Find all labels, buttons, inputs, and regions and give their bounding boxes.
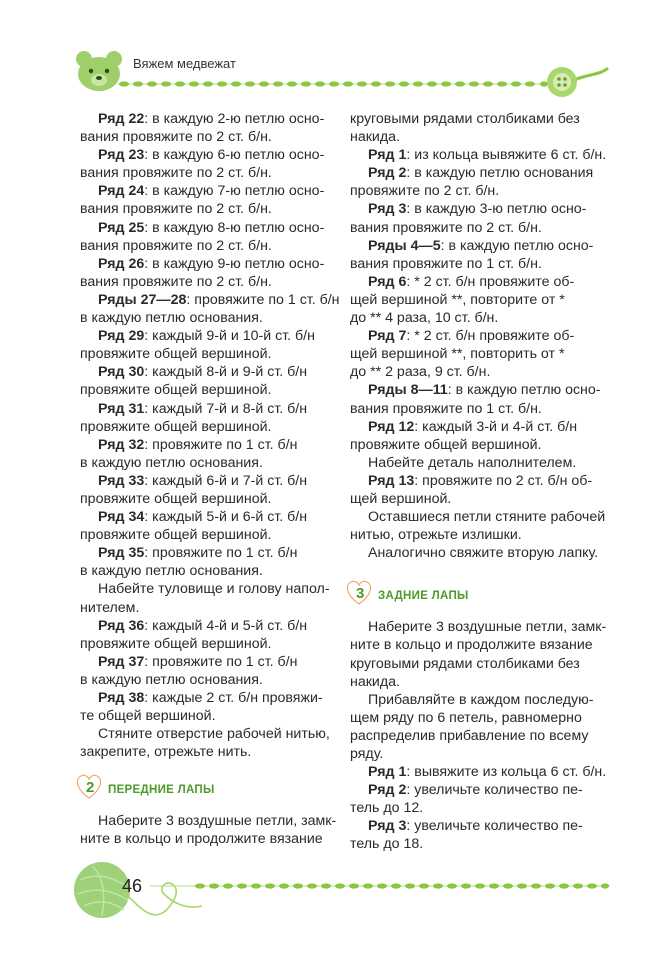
- paragraph: [80, 146, 342, 164]
- row-label: Ряд 35: [98, 545, 145, 562]
- row-text: круговыми рядами столбиками без: [350, 111, 580, 127]
- paragraph: [350, 691, 612, 709]
- paragraph: [350, 164, 612, 182]
- paragraph: [80, 689, 342, 707]
- paragraph-cont: в каждую петлю основания.: [80, 563, 263, 580]
- row-text: : в каждую петлю основания: [406, 165, 594, 182]
- paragraph-cont: вания провяжите по 1 ст. б/н.: [350, 400, 542, 417]
- row-text: : в каждую 8-ю петлю осно-: [144, 219, 325, 236]
- row-text: : каждый 5-й и 6-й ст. б/н: [144, 509, 308, 526]
- row-text: : каждый 8-й и 9-й ст. б/н: [144, 364, 308, 381]
- paragraph-cont: накида.: [350, 673, 400, 690]
- paragraph-cont: накида.: [350, 129, 400, 146]
- paragraph-cont: тель до 18.: [350, 836, 424, 853]
- paragraph: [80, 436, 342, 454]
- row-text: : в каждую петлю осно-: [440, 237, 594, 254]
- paragraph: [80, 110, 342, 128]
- row-text: : провяжите по 1 ст. б/н: [144, 436, 298, 453]
- paragraph: [350, 200, 612, 218]
- paragraph-cont: провяжите общей вершиной.: [80, 346, 272, 363]
- paragraph: [80, 508, 342, 526]
- row-text: : в каждую 2-ю петлю осно-: [144, 111, 325, 127]
- paragraph-cont: провяжите общей вершиной.: [80, 382, 272, 399]
- row-text: : в каждую 9-ю петлю осно-: [144, 255, 325, 272]
- paragraph-cont: вания провяжите по 2 ст. б/н.: [350, 219, 542, 236]
- paragraph: [80, 580, 342, 598]
- row-text: Прибавляйте в каждом последую-: [368, 691, 594, 708]
- row-text: : в каждую 7-ю петлю осно-: [144, 183, 325, 200]
- row-label: Ряд 30: [98, 364, 145, 381]
- paragraph-cont: нителем.: [80, 599, 140, 616]
- row-text: : провяжите по 1 ст. б/н: [186, 291, 340, 308]
- section-title: ПЕРЕДНИЕ ЛАПЫ: [108, 784, 215, 797]
- paragraph: [80, 363, 342, 381]
- paragraph-cont: ряду.: [350, 746, 384, 762]
- paragraph: [350, 508, 612, 526]
- paragraph-cont: провяжите общей вершиной.: [80, 490, 272, 507]
- paragraph-cont: закрепите, отрежьте нить.: [80, 744, 252, 761]
- row-text: : в каждую петлю осно-: [447, 382, 601, 399]
- row-text: : * 2 ст. б/н провяжите об-: [406, 328, 575, 345]
- paragraph: [80, 725, 342, 743]
- section-header-2: [80, 773, 342, 807]
- row-label: Ряд 23: [98, 147, 145, 164]
- page-number: 46: [122, 876, 143, 896]
- row-text: : вывяжите из кольца 6 ст. б/н.: [406, 764, 607, 781]
- section-header-3: [350, 579, 612, 613]
- left-rows: [80, 110, 342, 761]
- running-header-title: Вяжем медвежат: [133, 56, 236, 71]
- paragraph: [80, 255, 342, 273]
- paragraph: [350, 327, 612, 345]
- row-text: : провяжите по 1 ст. б/н: [144, 653, 298, 670]
- row-label: Ряд 33: [98, 472, 145, 489]
- paragraph: [350, 544, 612, 562]
- vine-divider-bottom: [150, 880, 610, 892]
- row-text: : провяжите по 2 ст. б/н об-: [414, 472, 593, 489]
- paragraph-cont: до ** 2 раза, 9 ст. б/н.: [350, 364, 491, 381]
- row-label: Ряд 7: [368, 328, 407, 345]
- paragraph-cont: провяжите общей вершиной.: [80, 635, 272, 652]
- row-text: : из кольца вывяжите 6 ст. б/н.: [406, 147, 607, 164]
- paragraph-cont: провяжите общей вершиной.: [350, 436, 542, 453]
- row-label: Ряд 3: [368, 201, 407, 218]
- row-text: : * 2 ст. б/н провяжите об-: [406, 273, 575, 290]
- paragraph-cont: вания провяжите по 2 ст. б/н.: [80, 165, 272, 182]
- paragraph-cont: нитью, отрежьте излишки.: [350, 527, 522, 544]
- row-label: Ряды 8—11: [368, 382, 448, 399]
- paragraph-cont: вания провяжите по 2 ст. б/н.: [80, 201, 272, 218]
- paragraph-cont: вания провяжите по 2 ст. б/н.: [80, 237, 272, 254]
- paragraph: [350, 273, 612, 291]
- row-text: Набейте деталь наполнителем.: [368, 454, 577, 471]
- paragraph: [80, 653, 342, 671]
- row-text: Оставшиеся петли стяните рабочей: [368, 509, 606, 526]
- row-label: Ряд 38: [98, 690, 145, 706]
- paragraph-cont: круговыми рядами столбиками без: [350, 655, 580, 672]
- row-label: Ряд 34: [98, 509, 145, 526]
- paragraph-cont: провяжите общей вершиной.: [80, 527, 272, 544]
- row-text: : каждый 9-й и 10-й ст. б/н: [144, 328, 315, 345]
- paragraph-cont: в каждую петлю основания.: [80, 671, 263, 688]
- left-column: [80, 110, 342, 849]
- paragraph-cont: щей вершиной.: [350, 490, 452, 507]
- paragraph-cont: вания провяжите по 2 ст. б/н.: [80, 129, 272, 146]
- right-rows-bottom: [350, 618, 612, 853]
- row-text: : увеличьте количество пе-: [406, 818, 583, 835]
- row-label: Ряд 25: [98, 219, 145, 236]
- row-text: : каждые 2 ст. б/н провяжи-: [144, 690, 323, 706]
- row-label: Ряд 3: [368, 818, 407, 835]
- row-label: Ряд 6: [368, 273, 407, 290]
- row-label: Ряд 31: [98, 400, 145, 417]
- row-text: : каждый 3-й и 4-й ст. б/н: [414, 418, 578, 435]
- paragraph: [350, 817, 612, 835]
- section-number: 2: [86, 779, 95, 797]
- paragraph: [350, 454, 612, 472]
- row-label: Ряд 32: [98, 436, 145, 453]
- paragraph-cont: щей вершиной **, повторить от *: [350, 346, 565, 363]
- bear-head-icon: [74, 49, 124, 93]
- paragraph: [350, 418, 612, 436]
- paragraph-cont: в каждую петлю основания.: [80, 310, 263, 327]
- paragraph-cont: щей вершиной **, повторите от *: [350, 291, 565, 308]
- paragraph: [80, 291, 342, 309]
- paragraph: [350, 237, 612, 255]
- paragraph: [350, 381, 612, 399]
- row-label: Ряд 1: [368, 764, 407, 781]
- paragraph: [80, 544, 342, 562]
- row-label: Ряд 2: [368, 165, 407, 182]
- paragraph: [80, 472, 342, 490]
- row-label: Ряд 1: [368, 147, 407, 164]
- paragraph: [350, 763, 612, 781]
- paragraph: [80, 327, 342, 345]
- paragraph-cont: в каждую петлю основания.: [80, 454, 263, 471]
- paragraph-cont: вания провяжите по 2 ст. б/н.: [80, 273, 272, 290]
- row-label: Ряд 29: [98, 328, 145, 345]
- paragraph-cont: те общей вершиной.: [80, 708, 216, 725]
- row-text: : каждый 4-й и 5-й ст. б/н: [144, 617, 308, 634]
- paragraph: [350, 472, 612, 490]
- paragraph: [350, 146, 612, 164]
- paragraph-cont: ните в кольцо и продолжите вязание: [80, 831, 323, 848]
- paragraph-cont: до ** 4 раза, 10 ст. б/н.: [350, 310, 499, 327]
- row-label: Ряд 22: [98, 111, 145, 127]
- row-label: Ряды 4—5: [368, 237, 441, 254]
- paragraph: [350, 618, 612, 636]
- paragraph-cont: щем ряду по 6 петель, равномерно: [350, 709, 582, 726]
- vine-divider-top: [118, 78, 548, 90]
- row-text: : увеличьте количество пе-: [406, 782, 583, 799]
- section-number: 3: [356, 585, 365, 603]
- row-text: Набейте туловище и голову напол-: [98, 581, 330, 598]
- row-label: Ряд 12: [368, 418, 415, 435]
- paragraph: [80, 617, 342, 635]
- paragraph-cont: распределив прибавление по всему: [350, 727, 589, 744]
- right-column: [350, 110, 612, 854]
- right-rows-top: [350, 110, 612, 562]
- row-label: Ряды 27—28: [98, 291, 187, 308]
- row-label: Ряд 2: [368, 782, 407, 799]
- row-label: Ряд 26: [98, 255, 145, 272]
- row-text: : провяжите по 1 ст. б/н: [144, 545, 298, 562]
- row-text: : каждый 7-й и 8-й ст. б/н: [144, 400, 308, 417]
- paragraph-cont: ните в кольцо и продолжите вязание: [350, 637, 593, 654]
- row-label: Ряд 13: [368, 472, 415, 489]
- paragraph-cont: провяжите общей вершиной.: [80, 418, 272, 435]
- row-label: Ряд 37: [98, 653, 145, 670]
- paragraph: Наберите 3 воздушные петли, замк-: [98, 813, 337, 830]
- row-text: : в каждую 6-ю петлю осно-: [144, 147, 325, 164]
- row-text: Стяните отверстие рабочей нитью,: [98, 726, 330, 743]
- paragraph-cont: вания провяжите по 1 ст. б/н.: [350, 255, 542, 272]
- row-text: : каждый 6-й и 7-й ст. б/н: [144, 472, 308, 489]
- row-text: Наберите 3 воздушные петли, замк-: [368, 619, 607, 636]
- button-flower-icon: [544, 64, 610, 100]
- paragraph-cont: тель до 12.: [350, 800, 424, 817]
- paragraph: [350, 110, 612, 128]
- paragraph: [80, 182, 342, 200]
- row-text: : в каждую 3-ю петлю осно-: [406, 201, 587, 218]
- paragraph: [80, 219, 342, 237]
- section-title: ЗАДНИЕ ЛАПЫ: [378, 590, 469, 603]
- row-label: Ряд 24: [98, 183, 145, 200]
- paragraph-cont: провяжите по 2 ст. б/н.: [350, 183, 500, 200]
- paragraph: [80, 400, 342, 418]
- paragraph: [350, 781, 612, 799]
- row-label: Ряд 36: [98, 617, 145, 634]
- row-text: Аналогично свяжите вторую лапку.: [368, 545, 599, 562]
